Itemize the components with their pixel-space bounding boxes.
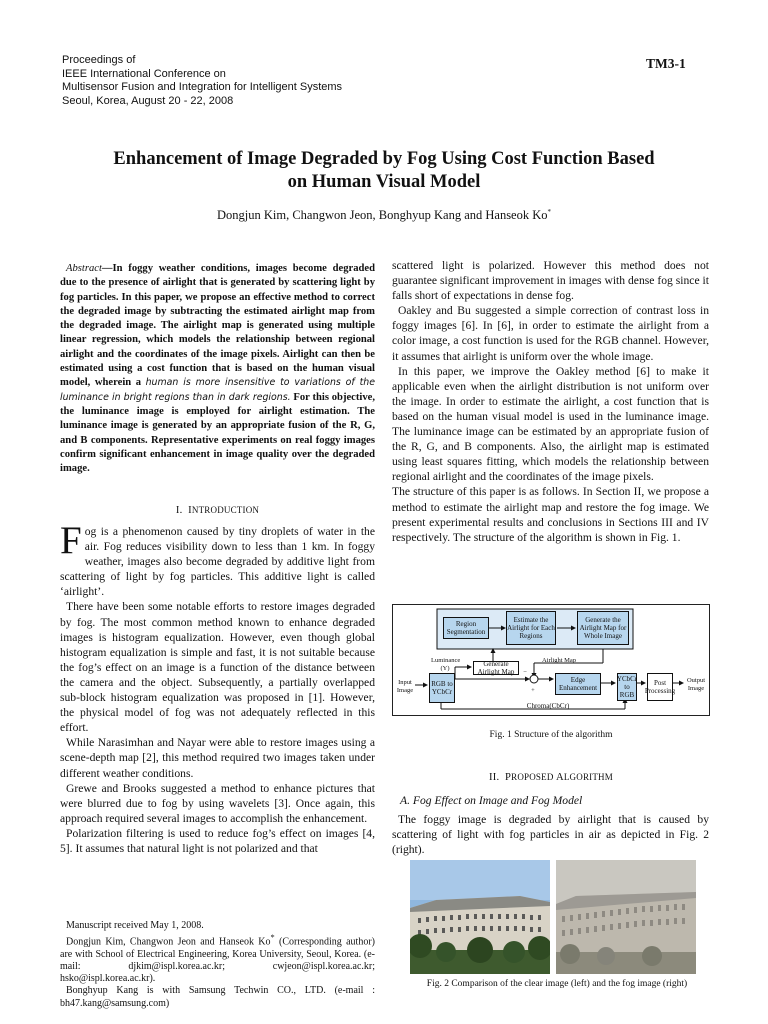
- paragraph: Grewe and Brooks suggested a method to enhance pictures that were blurred due to fog by using wavelets [3]. Once again, this approach required several images to accomplish the enhancement.: [60, 781, 375, 825]
- subsection-heading: A. Fog Effect on Image and Fog Model: [400, 794, 583, 807]
- paragraph: og is a phenomenon caused by tiny droplets of water in the air. Fog reduces visibility down to less than 1 km. In foggy weather, images also become degraded by additive light from scattering of light by fog particles. This additive light is called ‘airlight’.: [60, 525, 375, 599]
- paragraph: Oakley and Bu suggested a simple correction of contrast loss in foggy images [6]. In [6], in order to estimate the airlight from a color image, a cost function is used for the RGB channel. However, it assumes that airlight is uniform over the whole image.: [392, 304, 709, 363]
- corresponding-mark: *: [270, 933, 275, 943]
- header-line: Seoul, Korea, August 20 - 22, 2008: [62, 94, 234, 107]
- abstract-italic: human is more insensitive to variations of the luminance in bright regions than in dark regions.: [60, 377, 375, 403]
- footnote: [60, 920, 375, 1010]
- intro-body: [60, 519, 375, 856]
- abstract: [60, 262, 375, 476]
- section-title-rest: LGORITHM: [563, 772, 613, 782]
- post-processing-box: Post Processing: [647, 673, 673, 701]
- airlight-map-label: Airlight Map: [541, 657, 577, 664]
- edge-enhancement-box: Edge Enhancement: [555, 673, 601, 695]
- author-names: Dongjun Kim, Changwon Jeon, Bonghyup Kang and Hanseok Ko: [216, 208, 548, 223]
- header-line: Multisensor Fusion and Integration for Intelligent Systems: [62, 81, 343, 93]
- chroma-label: Chroma(CbCr): [526, 702, 570, 710]
- output-image-label: Output Image: [686, 677, 706, 692]
- paragraph: In this paper, we improve the Oakley method [6] to make it applicable even when the airlight distribution is not uniform over the image. In order to estimate the airlight, a cost function that is based on the human visual model is used in the luminance image. The luminance image can be estimated by an appropriate fusion of the R, G, and B components. Also, the airlight map is estimated using least squares fitting, which models the relationship between regional airlight and the coordinates of the image pixels.: [392, 364, 709, 484]
- title-line: Enhancement of Image Degraded by Fog Using Cost Function Based: [113, 149, 655, 169]
- proceedings-header: [62, 54, 482, 108]
- paragraph: scattered light is polarized. However this method does not guarantee significant improvement in images with dense fog since it falls short of expectations in dense fog.: [392, 259, 709, 303]
- section-title-cap: A: [556, 772, 564, 783]
- footnote-affiliation: (Corresponding author) are with School of Electrical Engineering, Korea University, Seoul, Korea. (e-mail: djkim@ispl.korea.ac.kr; cwjeon@ispl.korea.ac.kr; hsko@ispl.korea.ac.kr).: [60, 936, 375, 985]
- section-number: I.: [175, 505, 183, 516]
- section-title: I: [188, 505, 192, 516]
- figure2-caption: Fig. 2 Comparison of the clear image (left) and the fog image (right): [426, 979, 688, 989]
- intro-body-right: [392, 258, 709, 545]
- title-line: on Human Visual Model: [287, 172, 481, 192]
- ycbcr-to-rgb-box: YCbCr to RGB: [616, 674, 638, 700]
- section-number: II.: [489, 772, 500, 783]
- footnote-authors: Dongjun Kim, Changwon Jeon and Hanseok Ko: [66, 936, 271, 948]
- paragraph: The structure of this paper is as follows. In Section II, we propose a method to estimate the airlight map and restore the fog image. We present experimental results and conclusions in Sections III and IV respectively. The structure of the algorithm is shown in Fig. 1.: [392, 485, 709, 544]
- section2-heading: [392, 772, 710, 783]
- paragraph: While Narasimhan and Nayar were able to restore images using a scene-depth map [2], this method required two images taken under different weather conditions.: [60, 736, 375, 780]
- minus-sign: −: [523, 669, 527, 676]
- rgb-to-ycbcr-box: RGB to YCbCr: [429, 673, 455, 703]
- region-segmentation-box: Region Segmentation: [443, 617, 489, 639]
- author-list: [60, 208, 708, 223]
- clear-image: [410, 860, 550, 974]
- abstract-text: —In foggy weather conditions, images become degraded due to the presence of airlight that is generated by scattering light by fog particles. In this paper, we propose an effective method to correct the degraded image by subtracting the estimated airlight map from the degraded image. The airlight map is generated using multiple linear regression, which models the relationship between regional airlight and the coordinates of the image pixels. Airlight can then be estimated using a cost function that is based on the human visual model, wherein a: [60, 263, 375, 389]
- plus-sign: +: [531, 687, 535, 694]
- generate-airlight-whole-box: Generate the Airlight Map for Whole Image: [577, 611, 629, 645]
- estimate-airlight-box: Estimate the Airlight for Each Regions: [506, 611, 556, 645]
- paper-code: TM3-1: [646, 56, 686, 71]
- generate-airlight-map-box: Generate Airlight Map: [473, 661, 519, 675]
- fog-photo-drawing: [556, 860, 696, 974]
- footnote-line: [60, 932, 375, 985]
- abstract-lead: Abstract: [66, 263, 102, 274]
- abstract-text-end: For this objective, the luminance image is employed for airlight estimation. The luminance image is generated by an appropriate fusion of the R, G, and B components. Representative experiments on real foggy images confirm significant enhancement in image quality over the degraded image.: [60, 391, 376, 475]
- section-title-rest: NTRODUCTION: [191, 505, 260, 515]
- footnote-line: Bonghyup Kang is with Samsung Techwin CO., LTD. (e-mail : bh47.kang@samsung.com): [60, 985, 375, 1009]
- paper-title: [60, 148, 708, 194]
- fog-image: [556, 860, 696, 974]
- figure1-caption: Fig. 1 Structure of the algorithm: [489, 730, 613, 740]
- clear-photo-drawing: [410, 860, 550, 974]
- paragraph: There have been some notable efforts to restore images degraded by fog. The most common method known to enhance degraded images is histogram equalization. However, even though global histogram equalization is simple and fast, it is not suitable because the fog’s effect on an image is a function of the distance between the camera and the object. Subsequently, a partially overlapped sub-block histogram equalization was proposed in [1]. However, the physical model of fog was not adequately reflected in this effort.: [60, 600, 375, 735]
- section-title-mid: ROPOSED: [511, 772, 556, 782]
- header-line: Proceedings of: [62, 54, 136, 66]
- paragraph: The foggy image is degraded by airlight that is caused by scattering of light with fog particles in air as depicted in Fig. 2 (right).: [392, 813, 709, 857]
- paragraph: Polarization filtering is used to reduce fog’s effect on images [4, 5]. It assumes that natural light is not polarized and that: [60, 826, 375, 855]
- footnote-line: Manuscript received May 1, 2008.: [66, 920, 204, 931]
- section-title: P: [505, 772, 512, 783]
- intro-heading: [60, 505, 375, 516]
- luminance-label: Luminance (Y): [431, 657, 461, 672]
- section2-body: [392, 812, 709, 857]
- header-line: IEEE International Conference on: [62, 67, 226, 80]
- drop-cap: F: [60, 519, 82, 562]
- algorithm-diagram: [392, 604, 710, 716]
- corresponding-mark: *: [547, 208, 552, 216]
- input-image-label: Input Image: [396, 679, 414, 694]
